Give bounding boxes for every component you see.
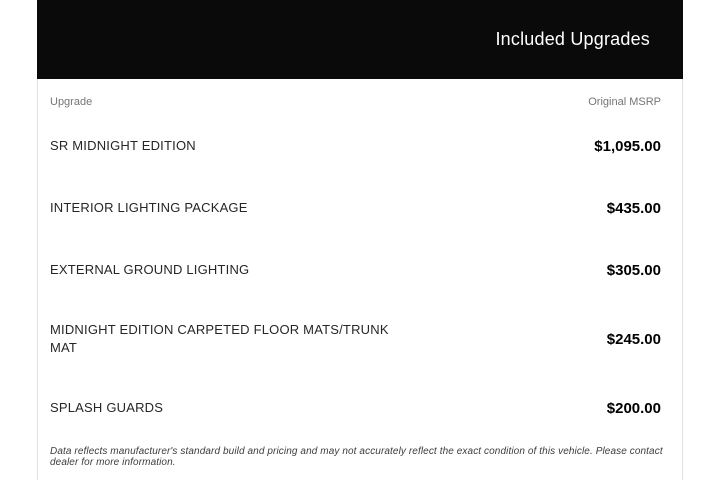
table-body	[38, 115, 682, 439]
upgrade-name: MIDNIGHT EDITION CARPETED FLOOR MATS/TRUNK MAT	[50, 321, 389, 355]
table-row	[38, 177, 682, 239]
upgrade-name: SR MIDNIGHT EDITION	[50, 137, 196, 153]
table-row	[38, 239, 682, 301]
included-upgrades-card	[37, 0, 683, 480]
page-title: Included Upgrades	[495, 28, 650, 49]
upgrade-name: SPLASH GUARDS	[50, 399, 164, 415]
column-header-msrp: Original MSRP	[588, 96, 661, 108]
table-row	[38, 301, 682, 377]
upgrade-name: INTERIOR LIGHTING PACKAGE	[50, 199, 248, 215]
upgrade-name: EXTERNAL GROUND LIGHTING	[50, 261, 250, 277]
upgrade-msrp: $1,095.00	[594, 137, 661, 155]
table-row	[38, 115, 682, 177]
banner	[37, 0, 683, 79]
table-row	[38, 377, 682, 439]
upgrade-msrp: $200.00	[606, 399, 661, 417]
table-header	[38, 79, 682, 115]
upgrade-msrp: $435.00	[606, 199, 661, 217]
column-header-upgrade: Upgrade	[50, 96, 93, 108]
upgrade-msrp: $245.00	[606, 330, 661, 348]
upgrade-msrp: $305.00	[606, 261, 661, 279]
disclaimer-text: Data reflects manufacturer's standard build and pricing and may not accurately reflect the exact condition of this vehicle. Please contact dealer for more information.	[50, 446, 663, 468]
